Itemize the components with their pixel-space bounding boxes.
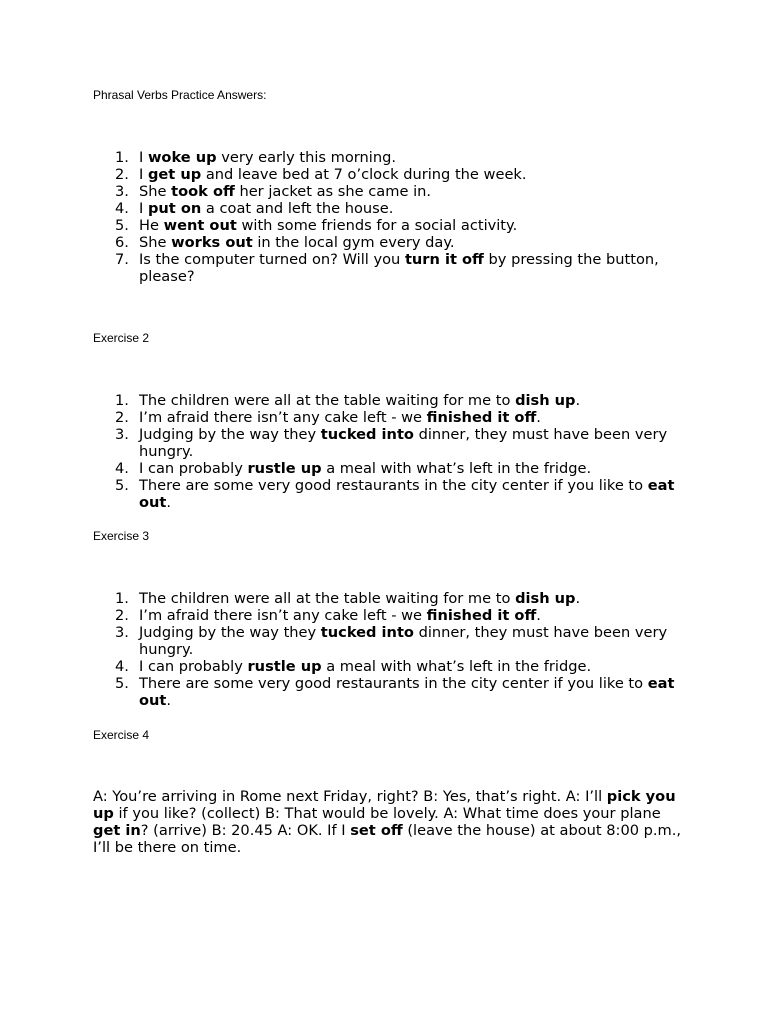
phrasal-verb: turn it off bbox=[404, 251, 484, 268]
phrasal-verb: put on bbox=[147, 200, 202, 217]
item-text: The children were all at the table waiting for me to bbox=[139, 392, 516, 409]
phrasal-verb: get in bbox=[93, 822, 141, 839]
item-text: dinner, they must have been very hungry. bbox=[139, 426, 668, 460]
list-item bbox=[93, 166, 693, 183]
phrasal-verb: rustle up bbox=[247, 460, 322, 477]
list-item bbox=[93, 477, 693, 511]
phrasal-verb: rustle up bbox=[247, 658, 322, 675]
list-item bbox=[93, 409, 693, 426]
item-text: with some friends for a social activity. bbox=[236, 217, 518, 234]
item-text: her jacket as she came in. bbox=[234, 183, 432, 200]
item-text: . bbox=[575, 392, 581, 409]
dialogue-text: A: You’re arriving in Rome next Friday, right? B: Yes, that’s right. A: I’ll bbox=[93, 788, 607, 805]
list-item bbox=[93, 607, 693, 624]
phrasal-verb: works out bbox=[171, 234, 253, 251]
list-item bbox=[93, 234, 693, 251]
item-text: I bbox=[139, 149, 148, 166]
list-item bbox=[93, 200, 693, 217]
list-item bbox=[93, 460, 693, 477]
item-text: Judging by the way they bbox=[139, 624, 321, 641]
phrasal-verb: pick you up bbox=[93, 788, 676, 822]
item-number: 3. bbox=[115, 183, 129, 200]
phrasal-verb: tucked into bbox=[320, 624, 414, 641]
item-text: . bbox=[166, 692, 172, 709]
list-item bbox=[93, 658, 693, 675]
item-text: a meal with what’s left in the fridge. bbox=[321, 460, 592, 477]
exercise-3-heading: Exercise 3 bbox=[93, 529, 150, 543]
list-item bbox=[93, 183, 693, 200]
item-text: . bbox=[166, 494, 172, 511]
phrasal-verb: finished it off bbox=[426, 409, 537, 426]
phrasal-verb: set off bbox=[350, 822, 403, 839]
item-number: 3. bbox=[115, 426, 129, 443]
phrasal-verb: eat out bbox=[139, 477, 675, 511]
item-text: She bbox=[139, 183, 172, 200]
exercise-4-dialogue bbox=[93, 788, 683, 856]
phrasal-verb: took off bbox=[171, 183, 235, 200]
list-item bbox=[93, 675, 693, 709]
item-text: by pressing the button, please? bbox=[139, 251, 659, 285]
list-item bbox=[93, 392, 693, 409]
item-text: in the local gym every day. bbox=[252, 234, 455, 251]
answers-list-exercise-3 bbox=[93, 590, 693, 709]
item-text: Judging by the way they bbox=[139, 426, 321, 443]
list-item bbox=[93, 426, 693, 460]
item-number: 5. bbox=[115, 217, 129, 234]
phrasal-verb: finished it off bbox=[426, 607, 537, 624]
answers-list-exercise-2 bbox=[93, 392, 693, 511]
answers-list-1 bbox=[93, 149, 693, 285]
item-number: 2. bbox=[115, 166, 129, 183]
list-item bbox=[93, 590, 693, 607]
exercise-4-heading: Exercise 4 bbox=[93, 728, 150, 742]
item-number: 6. bbox=[115, 234, 129, 251]
item-number: 4. bbox=[115, 460, 129, 477]
item-text: I can probably bbox=[139, 658, 248, 675]
item-text: He bbox=[139, 217, 164, 234]
item-number: 4. bbox=[115, 658, 129, 675]
dialogue-text: if you like? (collect) B: That would be lovely. A: What time does your plane bbox=[113, 805, 661, 822]
item-text: I bbox=[139, 200, 148, 217]
item-number: 1. bbox=[115, 590, 129, 607]
item-text: a coat and left the house. bbox=[201, 200, 394, 217]
item-text: very early this morning. bbox=[216, 149, 396, 166]
exercise-2-heading: Exercise 2 bbox=[93, 331, 150, 345]
item-text: a meal with what’s left in the fridge. bbox=[321, 658, 592, 675]
item-text: She bbox=[139, 234, 172, 251]
item-text: The children were all at the table waiting for me to bbox=[139, 590, 516, 607]
item-text: and leave bed at 7 o’clock during the week. bbox=[201, 166, 527, 183]
item-text: There are some very good restaurants in the city center if you like to bbox=[139, 675, 648, 692]
phrasal-verb: tucked into bbox=[320, 426, 414, 443]
phrasal-verb: dish up bbox=[515, 392, 576, 409]
phrasal-verb: eat out bbox=[139, 675, 675, 709]
item-text: . bbox=[536, 409, 541, 426]
item-text: I bbox=[139, 166, 148, 183]
item-number: 5. bbox=[115, 675, 129, 692]
item-number: 4. bbox=[115, 200, 129, 217]
phrasal-verb: dish up bbox=[515, 590, 576, 607]
item-number: 3. bbox=[115, 624, 129, 641]
phrasal-verb: went out bbox=[163, 217, 237, 234]
list-item bbox=[93, 251, 693, 285]
item-number: 1. bbox=[115, 392, 129, 409]
dialogue-text: (leave the house) at about 8:00 p.m., I’ll be there on time. bbox=[93, 822, 682, 856]
item-number: 1. bbox=[115, 149, 129, 166]
item-text: There are some very good restaurants in the city center if you like to bbox=[139, 477, 648, 494]
item-number: 2. bbox=[115, 607, 129, 624]
list-item bbox=[93, 149, 693, 166]
item-text: . bbox=[575, 590, 581, 607]
item-text: Is the computer turned on? Will you bbox=[139, 251, 405, 268]
list-item bbox=[93, 217, 693, 234]
list-item bbox=[93, 624, 693, 658]
item-text: I’m afraid there isn’t any cake left - we bbox=[139, 607, 427, 624]
phrasal-verb: woke up bbox=[147, 149, 217, 166]
item-text: . bbox=[536, 607, 541, 624]
dialogue-text: ? (arrive) B: 20.45 A: OK. If I bbox=[140, 822, 351, 839]
item-text: I can probably bbox=[139, 460, 248, 477]
page-title: Phrasal Verbs Practice Answers: bbox=[93, 88, 267, 102]
item-number: 5. bbox=[115, 477, 129, 494]
item-number: 2. bbox=[115, 409, 129, 426]
item-text: dinner, they must have been very hungry. bbox=[139, 624, 668, 658]
item-text: I’m afraid there isn’t any cake left - we bbox=[139, 409, 427, 426]
item-number: 7. bbox=[115, 251, 129, 268]
phrasal-verb: get up bbox=[147, 166, 202, 183]
